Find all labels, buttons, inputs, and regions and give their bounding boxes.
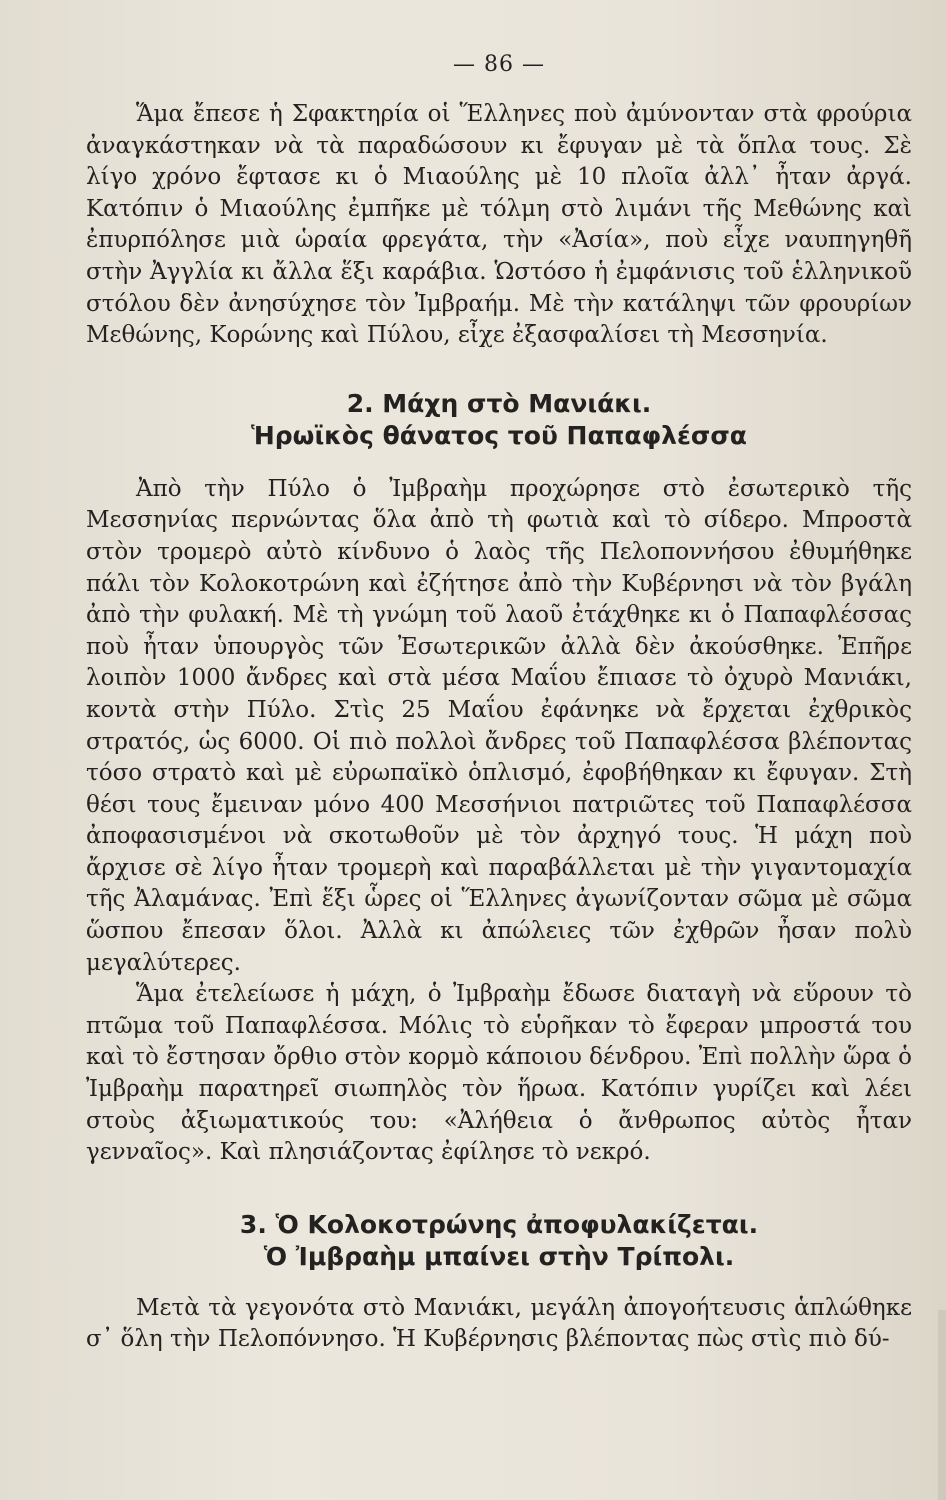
section-2-subtitle: Ἡρωϊκὸς θάνατος τοῦ Παπαφλέσσα <box>251 420 747 450</box>
section-3-subtitle: Ὁ Ἰμβραὴμ μπαίνει στὴν Τρίπολι. <box>263 1241 735 1271</box>
page-number: — 86 — <box>453 52 545 77</box>
section-3-heading <box>86 1209 912 1273</box>
paragraph-sfaktiria: Ἅμα ἔπεσε ἡ Σφακτηρία οἱ Ἕλληνες ποὺ ἀμύνονταν στὰ φρούρια ἀναγκάστηκαν νὰ τὰ παραδώσουν κι ἔφυγαν μὲ τὰ ὅπλα τους. Σὲ λίγο χρόνο ἔφτασε κι ὁ Μιαούλης μὲ 10 πλοῖα ἀλλ᾽ ἦταν ἀργά. Κατόπιν ὁ Μιαούλης ἐμπῆκε μὲ τόλμη στὸ λιμάνι τῆς Μεθώνης καὶ ἐπυρπόλησε μιὰ ὡραία φρεγάτα, τὴν «Ἀσία», ποὺ εἶχε ναυπηγηθῆ στὴν Ἀγγλία κι ἄλλα ἕξι καράβια. Ὡστόσο ἡ ἐμφάνισις τοῦ ἑλληνικοῦ στόλου δὲν ἀνησύχησε τὸν Ἰμβραήμ. Μὲ τὴν κατάληψι τῶν φρουρίων Μεθώνης, Κορώνης καὶ Πύλου, εἶχε ἐξασφαλίσει τὴ Μεσσηνία. <box>86 101 912 349</box>
paragraph-maniaki-battle: Ἀπὸ τὴν Πύλο ὁ Ἰμβραὴμ προχώρησε στὸ ἐσωτερικὸ τῆς Μεσσηνίας περνώντας ὅλα ἀπὸ τὴ φωτιὰ καὶ τὸ σίδερο. Μπροστὰ στὸν τρομερὸ αὐτὸ κίνδυνο ὁ λαὸς τῆς Πελοποννήσου ἐθυμήθηκε πάλι τὸν Κολοκοτρώνη καὶ ἐζήτησε ἀπὸ τὴν Κυβέρνησι νὰ τὸν βγάλη ἀπὸ τὴν φυλακή. Μὲ τὴ γνώμη τοῦ λαοῦ ἐτάχθηκε κι ὁ Παπαφλέσσας ποὺ ἦταν ὑπουργὸς τῶν Ἐσωτερικῶν ἀλλὰ δὲν ἀκούσθηκε. Ἐπῆρε λοιπὸν 1000 ἄνδρες καὶ στὰ μέσα Μαΐου ἔπιασε τὸ ὀχυρὸ Μανιάκι, κοντὰ στὴν Πύλο. Στὶς 25 Μαΐου ἐφάνηκε νὰ ἔρχεται ἐχθρικὸς στρατός, ὡς 6000. Οἱ πιὸ πολλοὶ ἄνδρες τοῦ Παπαφλέσσα βλέποντας τόσο στρατὸ καὶ μὲ εὐρωπαϊκὸ ὁπλισμό, ἐφοβήθηκαν κι ἔφυγαν. Στὴ θέσι τους ἔμειναν μόνο 400 Μεσσήνιοι πατριῶτες τοῦ Παπαφλέσσα ἀποφασισμένοι νὰ σκοτωθοῦν μὲ τὸν ἀρχηγό τους. Ἡ μάχη ποὺ ἄρχισε σὲ λίγο ἦταν τρομερὴ καὶ παραβάλλεται μὲ τὴν γιγαντομαχία τῆς Ἀλαμάνας. Ἐπὶ ἕξι ὧρες οἱ Ἕλληνες ἀγωνίζονταν σῶμα μὲ σῶμα ὥσπου ἔπεσαν ὅλοι. Ἀλλὰ κι ἀπώλειες τῶν ἐχθρῶν ἦσαν πολὺ μεγαλύτερες. <box>86 475 912 976</box>
paragraph-aftermath: Μετὰ τὰ γεγονότα στὸ Μανιάκι, μεγάλη ἀπογοήτευσις ἁπλώθηκε σ᾽ ὅλη τὴν Πελοπόννησο. Ἡ Κυβέρνησις βλέποντας πὼς στὶς πιὸ δύ- <box>86 1294 912 1353</box>
paragraph-papaflessas-death: Ἅμα ἐτελείωσε ἡ μάχη, ὁ Ἰμβραὴμ ἔδωσε διαταγὴ νὰ εὕρουν τὸ πτῶμα τοῦ Παπαφλέσσα. Μόλις τὸ εὑρῆκαν τὸ ἔφεραν μπροστά του καὶ τὸ ἔστησαν ὄρθιο στὸν κορμὸ κάποιου δένδρου. Ἐπὶ πολλὴν ὥρα ὁ Ἰμβραὴμ παρατηρεῖ σιωπηλὸς τὸν ἥρωα. Κατόπιν γυρίζει καὶ λέει στοὺς ἀξιωματικούς του: «Ἀλήθεια ὁ ἄνθρωπος αὐτὸς ἦταν γενναῖος». Καὶ πλησιάζοντας ἐφίλησε τὸ νεκρό. <box>86 981 912 1166</box>
section-2-heading <box>86 388 912 452</box>
section-2-title: 2. Μάχη στὸ Μανιάκι. <box>346 388 652 418</box>
page-edge <box>938 1310 946 1500</box>
section-3-title: 3. Ὁ Κολοκοτρώνης ἀποφυλακίζεται. <box>239 1209 759 1239</box>
